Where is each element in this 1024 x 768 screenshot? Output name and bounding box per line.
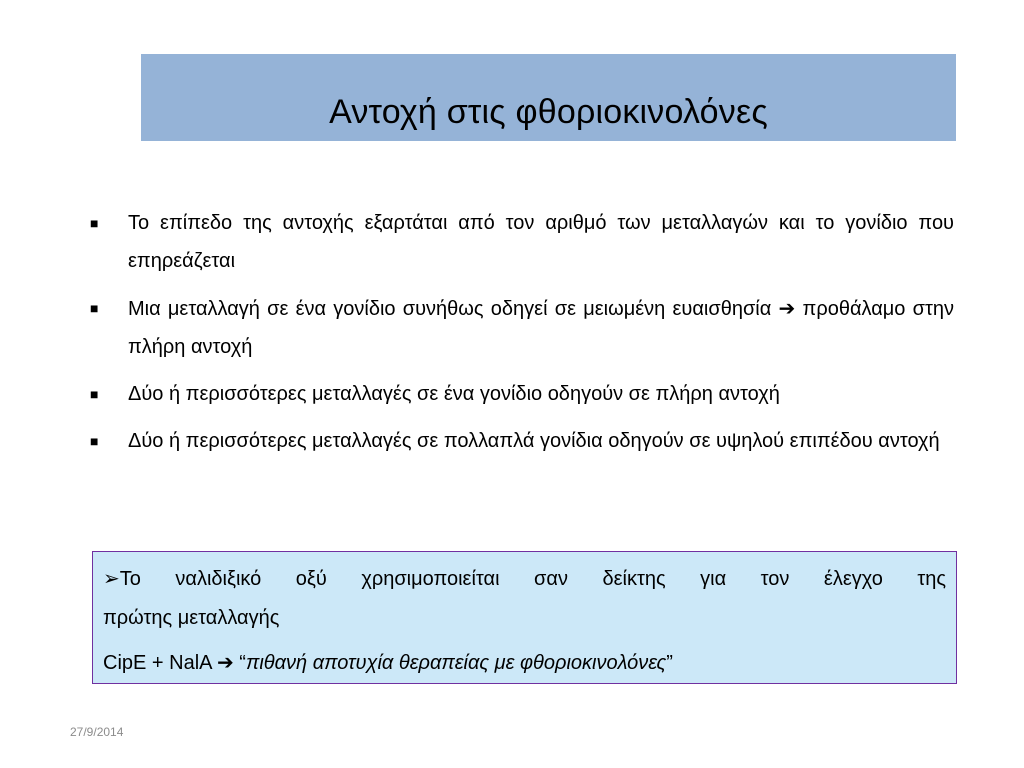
slide-title: Αντοχή στις φθοριοκινολόνες (329, 93, 768, 131)
quote-close: ” (666, 652, 673, 674)
callout-italic-text: πιθανή αποτυχία θεραπείας με φθοριοκινολόνες (245, 652, 667, 674)
bullet-text: Δύο ή περισσότερες μεταλλαγές σε ένα γονίδιο οδηγούν σε πλήρη αντοχή (128, 383, 780, 405)
bullet-list (90, 204, 954, 469)
callout-box (92, 551, 957, 684)
callout-prefix: CipE + NalA (103, 652, 217, 674)
square-bullet-icon: ■ (90, 386, 99, 402)
callout-line-2: πρώτης μεταλλαγής (103, 607, 280, 629)
bullet-text: Το επίπεδο της αντοχής εξαρτάται από τον αριθμό των μεταλλαγών και το γονίδιο που επηρεάζεται (128, 212, 954, 272)
bullet-text: Δύο ή περισσότερες μεταλλαγές σε πολλαπλά γονίδια οδηγούν σε υψηλού επιπέδου αντοχή (128, 430, 940, 452)
bullet-item (90, 375, 954, 413)
bullet-text: Μια μεταλλαγή σε ένα γονίδιο συνήθως οδηγεί σε μειωμένη ευαισθησία (128, 298, 779, 320)
bullet-item (90, 289, 954, 366)
slide-date: 27/9/2014 (70, 725, 124, 739)
square-bullet-icon: ■ (90, 215, 99, 231)
square-bullet-icon: ■ (90, 300, 99, 316)
right-arrow-icon: ➔ (216, 650, 234, 674)
right-arrow-icon: ➔ (778, 296, 796, 320)
square-bullet-icon: ■ (90, 433, 99, 449)
bullet-text: προθάλαμο στην πλήρη αντοχή (128, 298, 954, 358)
arrow-bullet-icon: ➢ (103, 568, 120, 590)
slide-title-bar (141, 54, 956, 141)
callout-line-1 (103, 560, 946, 599)
callout-text: Το ναλιδιξικό οξύ χρησιμοποιείται σαν δείκτης για τον έλεγχο της (119, 568, 946, 590)
bullet-item (90, 422, 954, 460)
callout-line-3 (103, 646, 946, 679)
bullet-item (90, 204, 954, 280)
quote-open: “ (233, 652, 246, 674)
